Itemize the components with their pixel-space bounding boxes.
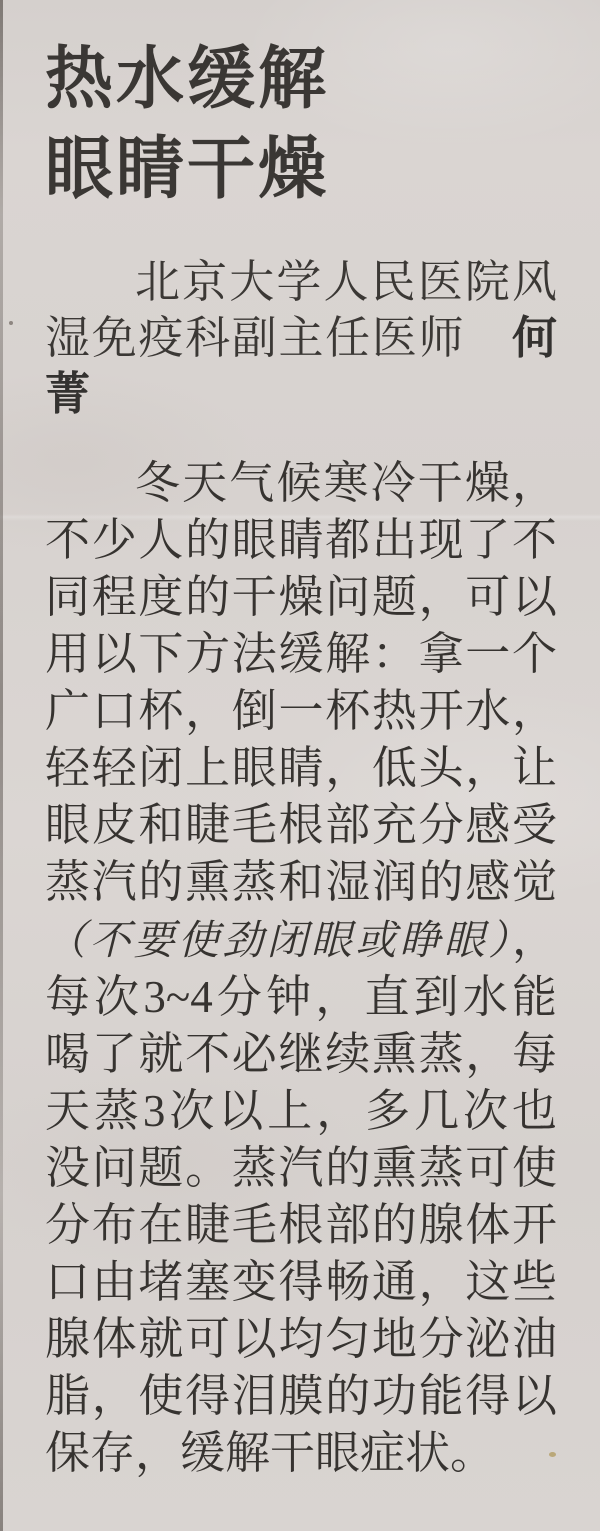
byline-author-name: 何菁: [45, 312, 557, 419]
paper-speck: [9, 321, 13, 325]
article-title: [45, 34, 557, 214]
paper-speck: [549, 1452, 556, 1457]
article-title-line2: 眼睛干燥: [45, 131, 330, 207]
byline-separator: [465, 313, 512, 363]
article: [45, 34, 557, 1482]
byline: [45, 254, 557, 422]
byline-affiliation-role: 北京大学人民医院风湿免疫科副主任医师: [45, 257, 557, 363]
body-rest-text: ，每次3~4分钟，直到水能喝了就不必继续熏蒸，每天蒸3次以上，多几次也没问题。蒸汽的熏蒸可使分布在睫毛根部的腺体开口由堵塞变得畅通，这些腺体就可以均匀地分泌油脂，使得泪膜的功能得以保存，缓解干眼症状。: [45, 914, 557, 1478]
body-parenthetical-note: （不要使劲闭眼或睁眼）: [45, 918, 512, 963]
body-lead-text: 冬天气候寒冷干燥，不少人的眼睛都出现了不同程度的干燥问题，可以用以下方法缓解：拿一个广口杯，倒一杯热开水，轻轻闭上眼睛，低头，让眼皮和睫毛根部充分感受蒸汽的熏蒸和湿润的感觉: [45, 458, 557, 907]
article-title-line1: 热水缓解: [45, 41, 330, 117]
scan-edge-artifact: [0, 0, 3, 1531]
article-body: [45, 455, 557, 1482]
